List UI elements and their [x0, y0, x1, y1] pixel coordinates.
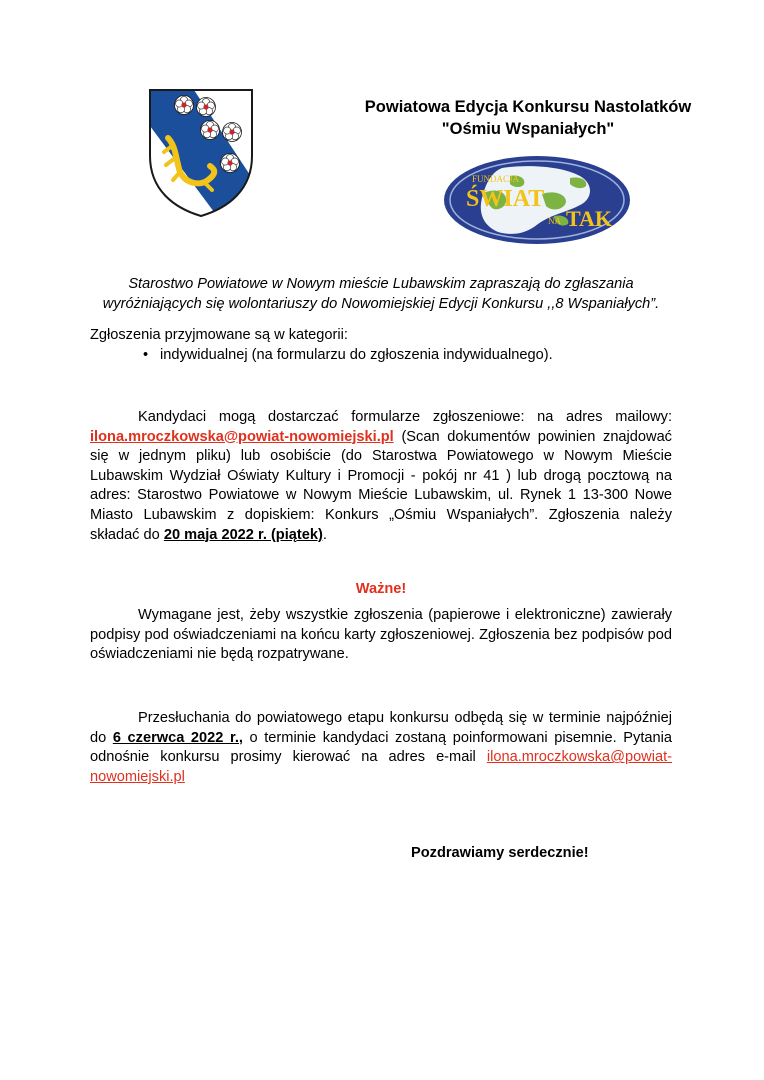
title-line-2: "Ośmiu Wspaniałych"	[441, 120, 615, 138]
category-label: indywidualnej (na formularzu do zgłoszenia indywidualnego).	[160, 347, 553, 363]
foundation-logo	[442, 154, 632, 246]
email-link[interactable]: ilona.mroczkowska@powiat-nowomiejski.pl	[90, 749, 672, 785]
email-link-bold[interactable]: ilona.mroczkowska@powiat-nowomiejski.pl	[90, 428, 394, 445]
deadline-date: 20 maja 2022 r. (piątek)	[163, 526, 323, 543]
hearings-date: 6 czerwca 2022 r.,	[112, 729, 243, 746]
candidates-text-after: (Scan dokumentów powinien znajdować się w jednym pliku) lub osobiście (do Starostwa Powiatowego w Nowym Mieście Lubawskim Wydział Oświaty Kultury i Promocji - pokój nr 41 ) lub drogą pocztową na adres: Starostwo Powiatowe w Nowym Mieście Lubawskim, ul. Rynek 1 13-300 Nowe Miasto Lubawskim z dopiskiem: Konkurs „Ośmiu Wspaniałych”. Zgłoszenia należy składać do	[90, 428, 672, 543]
candidates-end: .	[322, 526, 327, 543]
title-line-1: Powiatowa Edycja Konkursu Nastolatków	[364, 98, 692, 116]
bullet-icon: •	[143, 347, 149, 363]
page-title	[318, 96, 738, 140]
logo-text-tak: TAK	[566, 206, 613, 231]
category-list-item	[143, 346, 553, 366]
logo-text-fundacja: FUNDACJA	[472, 174, 520, 184]
candidates-text-before: Kandydaci mogą dostarczać formularze zgłoszeniowe: na adres mailowy:	[138, 409, 672, 425]
categories-heading: Zgłoszenia przyjmowane są w kategorii:	[90, 327, 348, 343]
hearings-text-after: o terminie kandydaci zostaną poinformowani pisemnie. Pytania odnośnie konkursu prosimy kierować na adres e-mail	[90, 729, 672, 766]
logo-text-na: NA	[548, 216, 561, 226]
candidates-paragraph	[90, 408, 672, 545]
intro-paragraph: Starostwo Powiatowe w Nowym mieście Lubawskim zapraszają do zgłaszania wyróżniających się wolontariuszy do Nowomiejskiej Edycji Konkursu ,,8 Wspaniałych”.	[102, 276, 660, 312]
coat-of-arms-icon	[146, 86, 256, 220]
important-paragraph: Wymagane jest, żeby wszystkie zgłoszenia (papierowe i elektroniczne) zawierały podpisy pod oświadczeniami na końcu karty zgłoszeniowej. Zgłoszenia bez podpisów pod oświadczeniami nie będą rozpatrywane.	[90, 607, 672, 663]
hearings-paragraph	[90, 709, 672, 787]
hearings-text-before: Przesłuchania do powiatowego etapu konkursu odbędą się w terminie najpóźniej do	[90, 710, 672, 746]
important-heading: Ważne!	[355, 581, 407, 597]
closing-greeting: Pozdrawiamy serdecznie!	[411, 845, 589, 861]
logo-text-swiat: ŚWIAT	[466, 186, 545, 212]
